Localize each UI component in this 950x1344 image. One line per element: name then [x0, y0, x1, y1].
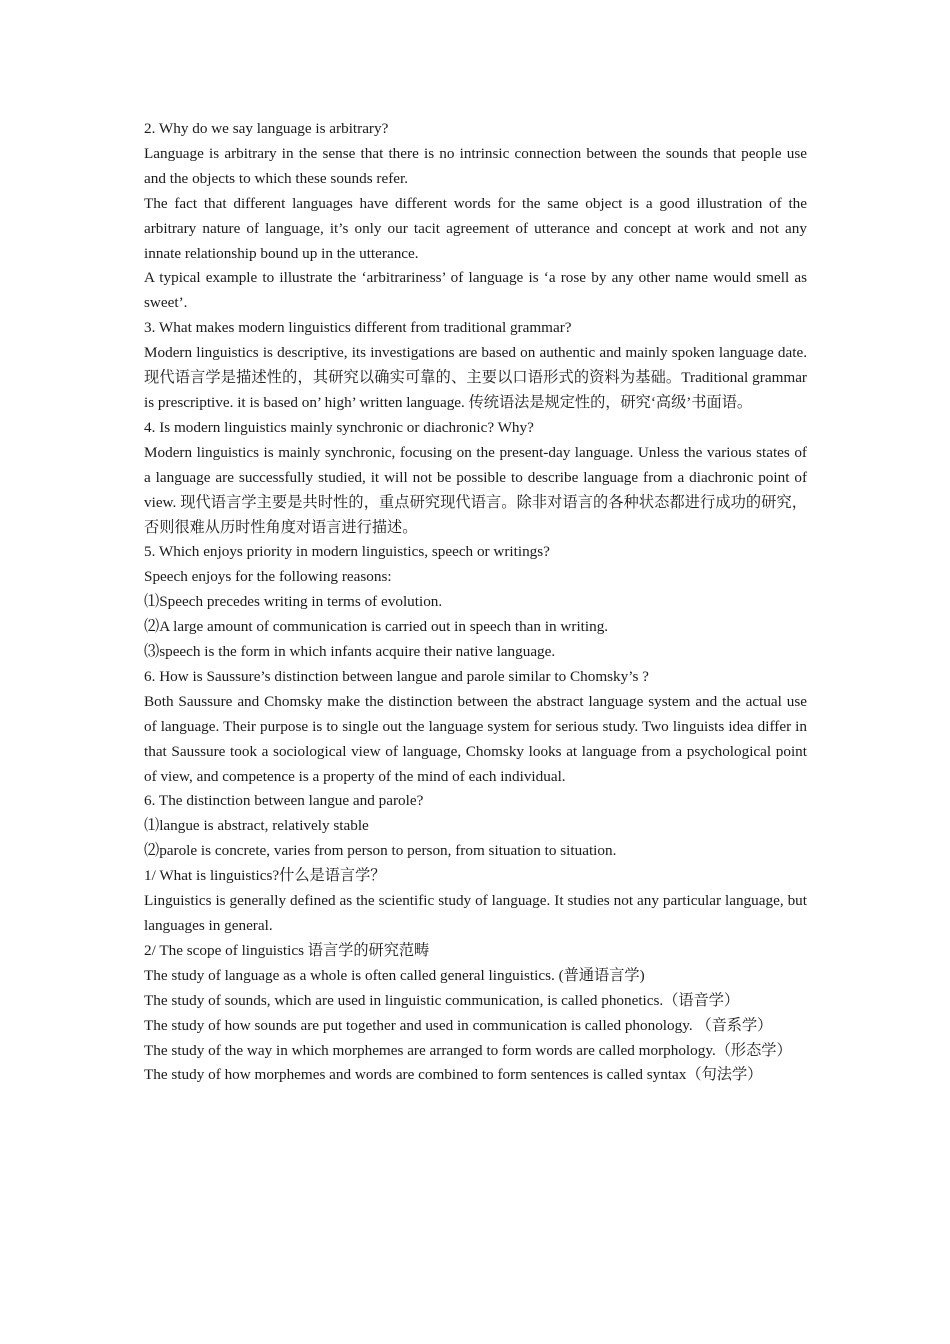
answer-paragraph: Modern linguistics is descriptive, its investigations are based on authentic and mainly spoken language date.现代语言学是描述性的，其研究以确实可靠的、主要以口语形式的资料为基础。Traditional grammar is prescriptive. it is based on’ high’ written language. 传统语法是规定性的，研究‘高级’书面语。 [144, 344, 807, 411]
answer-paragraph: Modern linguistics is mainly synchronic, focusing on the present-day language. Unless the various states of a language are successfully studied, it will not be possible to describe language from a diachronic point of view. 现代语言学主要是共时性的，重点研究现代语言。除非对语言的各种状态都进行成功的研究，否则很难从历时性角度对语言进行描述。 [144, 443, 807, 536]
question-heading: 5. Which enjoys priority in modern linguistics, speech or writings? [144, 543, 550, 561]
list-item: ⑴langue is abstract, relatively stable [144, 817, 369, 835]
list-item: ⑵A large amount of communication is carried out in speech than in writing. [144, 618, 609, 636]
answer-paragraph: The study of language as a whole is often called general linguistics. (普通语言学) [144, 966, 645, 984]
list-item: ⑴Speech precedes writing in terms of evolution. [144, 593, 443, 611]
answer-paragraph: The study of sounds, which are used in linguistic communication, is called phonetics.（语音学） [144, 991, 740, 1009]
question-heading: 1/ What is linguistics?什么是语言学？ [144, 867, 386, 885]
answer-paragraph: Linguistics is generally defined as the scientific study of language. It studies not any particular language, but languages in general. [144, 892, 807, 934]
answer-paragraph: Speech enjoys for the following reasons: [144, 568, 392, 586]
question-heading: 2. Why do we say language is arbitrary? [144, 120, 389, 137]
document-page [144, 117, 807, 1088]
answer-paragraph: Language is arbitrary in the sense that there is no intrinsic connection between the sounds that people use and the objects to which these sounds refer. [144, 144, 807, 187]
answer-paragraph: The study of the way in which morphemes are arranged to form words are called morphology.（形态学） [144, 1041, 792, 1059]
answer-paragraph: The study of how morphemes and words are combined to form sentences is called syntax（句法学） [144, 1066, 763, 1084]
question-heading: 6. How is Saussure’s distinction between langue and parole similar to Chomsky’s ? [144, 667, 649, 685]
answer-paragraph: The study of how sounds are put together and used in communication is called phonology. （音系学） [144, 1016, 773, 1034]
question-heading: 3. What makes modern linguistics different from traditional grammar? [144, 319, 572, 337]
question-heading: 4. Is modern linguistics mainly synchronic or diachronic? Why? [144, 418, 534, 436]
question-heading: 2/ The scope of linguistics 语言学的研究范畴 [144, 941, 430, 959]
question-heading: 6. The distinction between langue and parole? [144, 792, 424, 810]
list-item: ⑵parole is concrete, varies from person to person, from situation to situation. [144, 842, 617, 860]
answer-paragraph: Both Saussure and Chomsky make the distinction between the abstract language system and the actual use of language. Their purpose is to single out the language system for serious study. Two linguists idea differ in that Saussure took a sociological view of language, Chomsky looks at language from a psychological point of view, and competence is a property of the mind of each individual. [144, 692, 807, 785]
answer-paragraph: A typical example to illustrate the ‘arbitrariness’ of language is ‘a rose by any other name would smell as sweet’. [144, 269, 807, 312]
list-item: ⑶speech is the form in which infants acquire their native language. [144, 643, 556, 661]
answer-paragraph: The fact that different languages have different words for the same object is a good illustration of the arbitrary nature of language, it’s only our tacit agreement of utterance and concept at work and not any innate relationship bound up in the utterance. [144, 194, 807, 262]
